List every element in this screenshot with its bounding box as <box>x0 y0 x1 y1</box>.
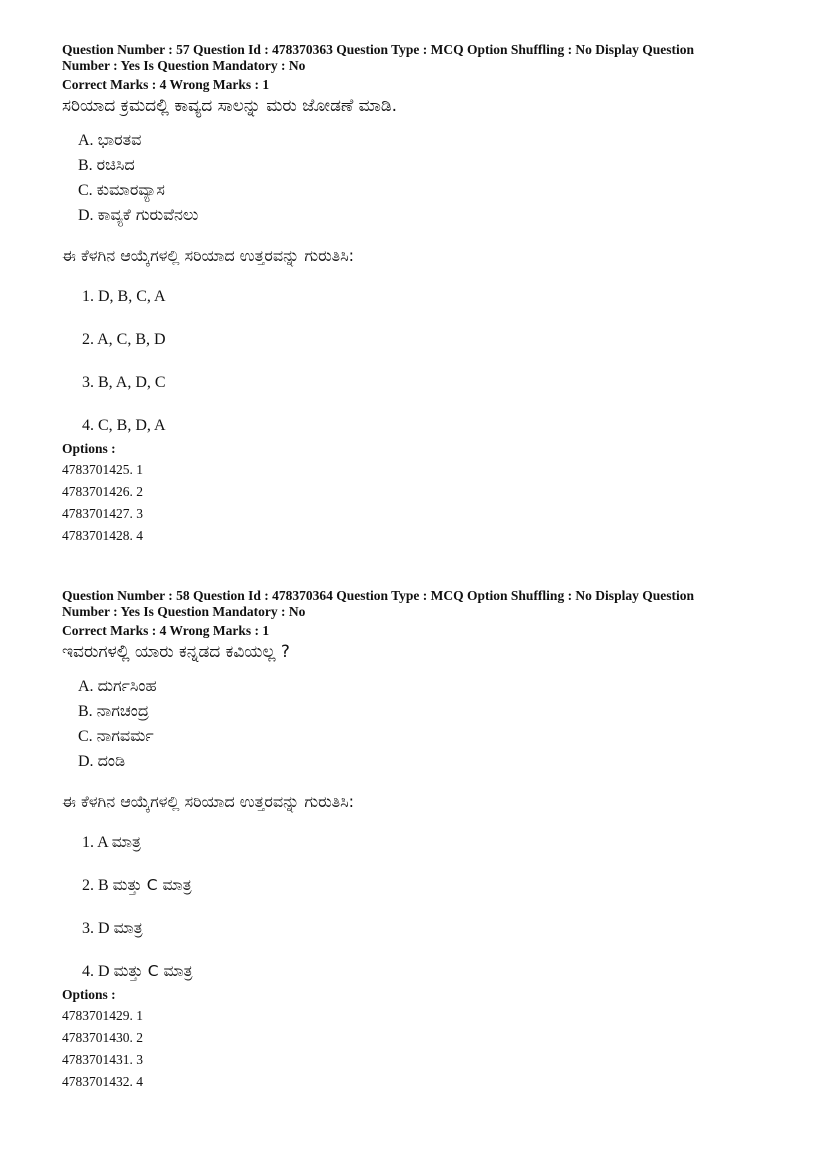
choice-kannada: ಮತ್ತು C ಮಾತ್ರ <box>113 962 193 980</box>
item-d <box>78 748 772 773</box>
item-c <box>78 177 772 202</box>
question-meta-line2: Number : Yes Is Question Mandatory : No <box>62 58 306 73</box>
item-label: A. <box>78 678 98 695</box>
item-text: ನಾಗವರ್ಮ <box>96 726 154 745</box>
option-id: 4783701427. 3 <box>62 506 143 521</box>
option-id: 4783701426. 2 <box>62 484 143 499</box>
item-text: ನಾಗಚಂದ್ರ <box>96 701 149 720</box>
item-text: ದಂಡಿ <box>97 751 126 770</box>
question-marks: Correct Marks : 4 Wrong Marks : 1 <box>62 77 270 92</box>
choice-text: 1. A <box>82 834 112 851</box>
option-id: 4783701429. 1 <box>62 1008 143 1023</box>
item-a <box>78 673 772 698</box>
options-list <box>62 1005 772 1093</box>
question-instruction: ಈ ಕೆಳಗಿನ ಆಯ್ಕೆಗಳಲ್ಲಿ ಸರಿಯಾದ ಉತ್ತರವನ್ನು ಗುರುತಿಸಿ: <box>62 246 355 265</box>
item-text: ಭಾರತವ <box>97 130 142 149</box>
choice-text: 2. A, C, B, D <box>82 331 166 348</box>
question-items <box>62 127 772 227</box>
choice-kannada: ಮಾತ್ರ <box>111 833 141 851</box>
choice-text: 3. D <box>82 920 114 937</box>
answer-choices <box>62 285 772 457</box>
choice-text: 1. D, B, C, A <box>82 288 166 305</box>
option-id: 4783701431. 3 <box>62 1052 143 1067</box>
option-id: 4783701425. 1 <box>62 462 143 477</box>
item-b <box>78 152 772 177</box>
option-id: 4783701428. 4 <box>62 528 143 543</box>
question-meta-line1: Question Number : 58 Question Id : 478370364 Question Type : MCQ Option Shuffling : No Display Question <box>62 588 694 603</box>
item-label: B. <box>78 157 97 174</box>
item-text: ದುರ್ಗಸಿಂಹ <box>97 676 157 695</box>
item-c <box>78 723 772 748</box>
item-text: ರಚಿಸಿದ <box>96 155 135 174</box>
question-57 <box>62 42 772 547</box>
question-meta-line1: Question Number : 57 Question Id : 478370363 Question Type : MCQ Option Shuffling : No Display Question <box>62 42 694 57</box>
answer-choice-2[interactable] <box>82 874 772 917</box>
item-label: C. <box>78 182 97 199</box>
answer-choice-1[interactable] <box>82 285 772 328</box>
choice-kannada: ಮತ್ತು C ಮಾತ್ರ <box>112 876 192 894</box>
answer-choice-1[interactable] <box>82 831 772 874</box>
option-id: 4783701432. 4 <box>62 1074 143 1089</box>
item-label: C. <box>78 728 97 745</box>
choice-text: 3. B, A, D, C <box>82 374 166 391</box>
item-label: D. <box>78 207 98 224</box>
options-title: Options : <box>62 441 116 456</box>
options-title: Options : <box>62 987 116 1002</box>
item-label: B. <box>78 703 97 720</box>
option-id: 4783701430. 2 <box>62 1030 143 1045</box>
choice-text: 4. C, B, D, A <box>82 417 166 434</box>
question-meta-line2: Number : Yes Is Question Mandatory : No <box>62 604 306 619</box>
answer-choice-3[interactable] <box>82 371 772 414</box>
question-meta <box>62 42 772 74</box>
choice-text: 2. B <box>82 877 113 894</box>
item-text: ಕುಮಾರವ್ಯಾಸ <box>96 180 165 199</box>
question-stem: ಸರಿಯಾದ ಕ್ರಮದಲ್ಲಿ ಕಾವ್ಯದ ಸಾಲನ್ನು ಮರು ಜೋಡಣೆ ಮಾಡಿ. <box>62 96 397 116</box>
question-items <box>62 673 772 773</box>
item-d <box>78 202 772 227</box>
choice-text: 4. D <box>82 963 114 980</box>
item-text: ಕಾವ್ಯಕೆ ಗುರುವೆನಲು <box>97 205 199 224</box>
question-meta <box>62 588 772 620</box>
answer-choice-3[interactable] <box>82 917 772 960</box>
choice-kannada: ಮಾತ್ರ <box>113 919 143 937</box>
question-58 <box>62 588 772 1093</box>
item-a <box>78 127 772 152</box>
question-instruction: ಈ ಕೆಳಗಿನ ಆಯ್ಕೆಗಳಲ್ಲಿ ಸರಿಯಾದ ಉತ್ತರವನ್ನು ಗುರುತಿಸಿ: <box>62 792 355 811</box>
options-list <box>62 459 772 547</box>
item-label: A. <box>78 132 98 149</box>
answer-choices <box>62 831 772 1003</box>
answer-choice-2[interactable] <box>82 328 772 371</box>
item-b <box>78 698 772 723</box>
question-marks: Correct Marks : 4 Wrong Marks : 1 <box>62 623 270 638</box>
item-label: D. <box>78 753 98 770</box>
question-stem: ಇವರುಗಳಲ್ಲಿ ಯಾರು ಕನ್ನಡದ ಕವಿಯಲ್ಲ ? <box>62 642 290 662</box>
